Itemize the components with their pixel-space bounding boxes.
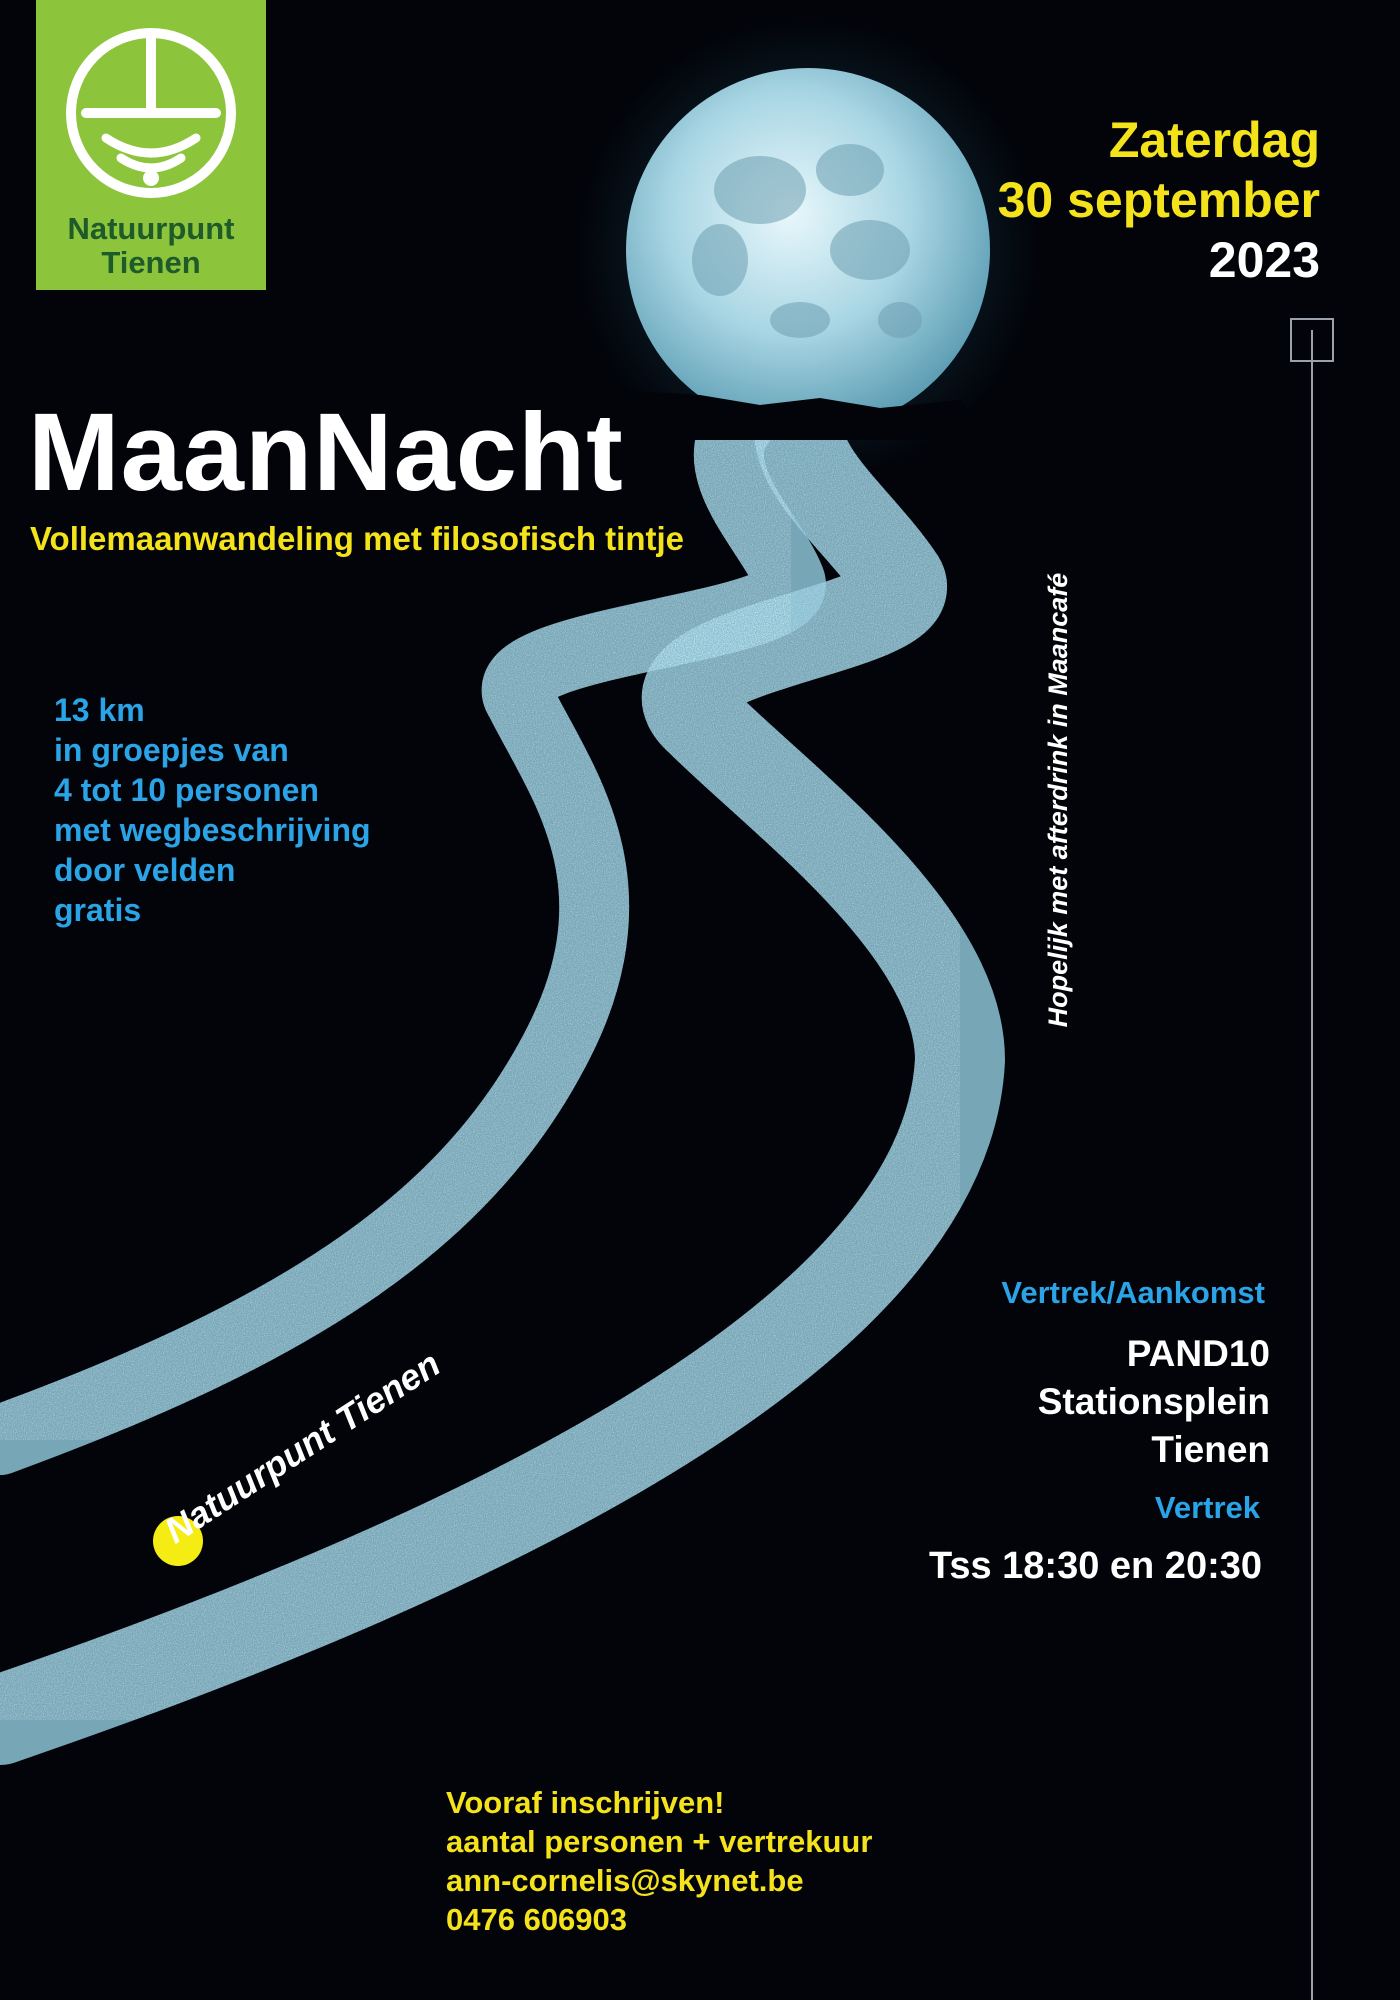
full-moon <box>626 68 990 432</box>
logo-text <box>36 212 266 280</box>
natuurpunt-logo[interactable] <box>36 0 266 290</box>
contact-email-link[interactable]: ann-cornelis@skynet.be <box>446 1863 804 1898</box>
event-details <box>54 690 371 930</box>
location-line: PAND10 <box>1126 1333 1270 1374</box>
contact-phone-link[interactable]: 0476 606903 <box>446 1902 628 1937</box>
detail-line: 4 tot 10 personen <box>54 772 319 808</box>
natuurpunt-logo-icon <box>56 18 246 208</box>
date-day: Zaterdag <box>1108 112 1320 168</box>
contact-info: aantal personen + vertrekuur <box>446 1824 873 1859</box>
location-address <box>1038 1330 1270 1474</box>
road-tracks <box>0 420 960 1720</box>
logo-line-1: Natuurpunt <box>67 211 235 246</box>
path-label: Natuurpunt Tienen <box>157 1342 448 1552</box>
registration-contact <box>446 1783 872 1939</box>
side-divider-line <box>1311 330 1313 2000</box>
detail-line: door velden <box>54 852 236 888</box>
left-track <box>0 420 791 1440</box>
event-subtitle: Vollemaanwandeling met filosofisch tintje <box>30 520 684 557</box>
location-label: Vertrek/Aankomst <box>1001 1275 1265 1310</box>
logo-line-2: Tienen <box>101 245 201 280</box>
event-date <box>998 110 1320 290</box>
event-title: MaanNacht <box>28 391 624 514</box>
detail-line: 13 km <box>54 692 145 728</box>
date-year: 2023 <box>1208 232 1320 288</box>
detail-line: met wegbeschrijving <box>54 812 371 848</box>
date-day-month: 30 september <box>997 172 1320 228</box>
departure-time: Tss 18:30 en 20:30 <box>928 1545 1262 1587</box>
location-line: Stationsplein <box>1037 1381 1270 1422</box>
location-line: Tienen <box>1151 1429 1270 1470</box>
departure-label: Vertrek <box>1154 1490 1260 1525</box>
side-note: Hopelijk met afterdrink in Maancafé <box>1043 572 1073 1028</box>
contact-heading: Vooraf inschrijven! <box>446 1785 725 1820</box>
detail-line: in groepjes van <box>54 732 289 768</box>
detail-line: gratis <box>54 892 142 928</box>
